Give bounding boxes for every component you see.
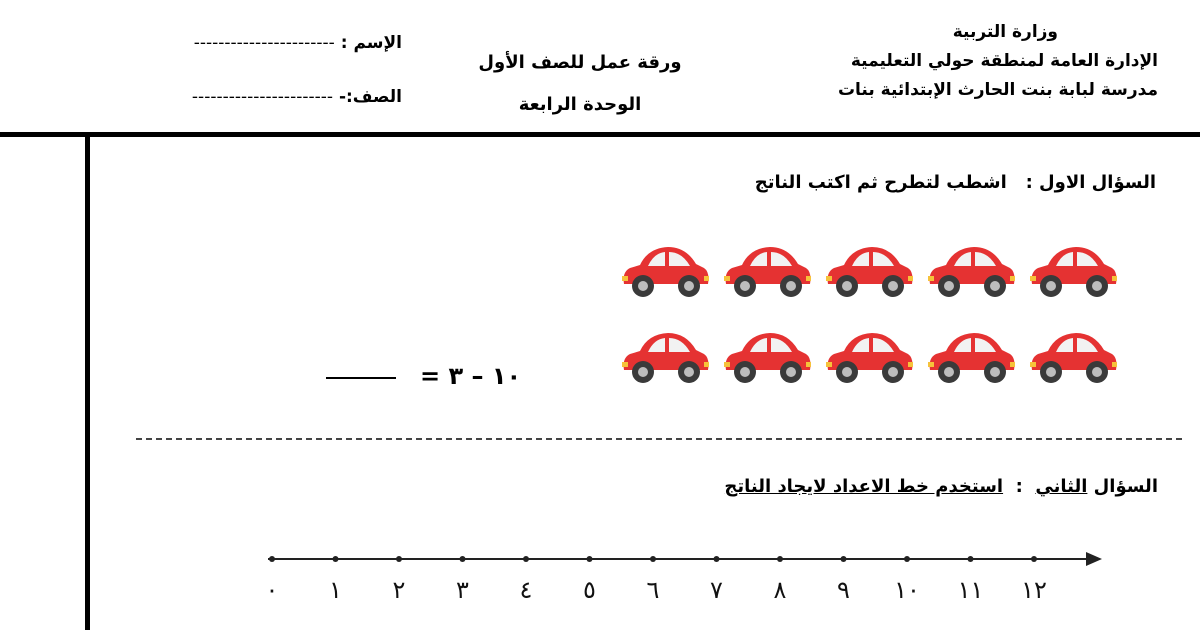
student-info — [22, 28, 402, 136]
subtraction-equation — [320, 360, 540, 400]
name-label: الإسم : — [340, 33, 402, 53]
car-icon[interactable] — [924, 324, 1018, 388]
number-line-tick[interactable] — [650, 556, 656, 562]
number-line-label: ٠ — [265, 576, 279, 604]
class-label: الصف:- — [338, 87, 402, 107]
number-line-tick[interactable] — [841, 556, 847, 562]
number-line-label: ٨ — [773, 576, 787, 604]
number-line-label: ١٢ — [1021, 576, 1047, 604]
cars-group — [618, 238, 1118, 410]
number-line-tick[interactable] — [396, 556, 402, 562]
car-icon[interactable] — [924, 238, 1018, 302]
number-line-label: ١٠ — [894, 576, 920, 604]
number-line-tick[interactable] — [587, 556, 593, 562]
number-line-tick[interactable] — [968, 556, 974, 562]
class-blank[interactable]: ----------------------- — [191, 87, 334, 107]
number-line-tick[interactable] — [1031, 556, 1037, 562]
question-2-colon: : — [1015, 476, 1023, 497]
number-line-label: ٩ — [837, 576, 850, 604]
header-divider — [0, 132, 1200, 137]
number-line-tick[interactable] — [777, 556, 783, 562]
car-icon[interactable] — [822, 238, 916, 302]
equation-expression: ١٠ – ٣ = — [420, 362, 522, 390]
number-line-tick[interactable] — [460, 556, 466, 562]
answer-blank[interactable] — [326, 377, 396, 379]
car-row — [618, 238, 1118, 302]
administration-name: الإدارة العامة لمنطقة حولي التعليمية — [850, 51, 1158, 71]
class-row — [22, 82, 402, 112]
question-2-label-number: الثاني — [1035, 476, 1088, 497]
question-1-prompt — [755, 172, 1156, 193]
number-line-label: ٦ — [646, 576, 660, 604]
name-blank[interactable]: ----------------------- — [193, 33, 335, 53]
number-line-tick[interactable] — [523, 556, 529, 562]
number-line-label: ٣ — [456, 576, 469, 604]
header-school-info — [818, 18, 1158, 105]
car-icon[interactable] — [720, 324, 814, 388]
number-line-label: ١ — [329, 576, 342, 604]
number-line-label: ٥ — [583, 576, 596, 604]
car-icon[interactable] — [822, 324, 916, 388]
car-icon[interactable] — [618, 324, 712, 388]
question-1-text: اشطب لتطرح ثم اكتب الناتج — [754, 172, 1007, 193]
section-separator — [136, 438, 1182, 440]
question-2-label: السؤال — [1093, 476, 1158, 497]
school-name: مدرسة لبابة بنت الحارث الإبتدائية بنات — [837, 80, 1158, 100]
car-icon[interactable] — [618, 238, 712, 302]
number-line-label: ٢ — [392, 576, 406, 604]
margin-line — [85, 137, 90, 630]
worksheet-heading — [440, 42, 720, 126]
car-icon[interactable] — [720, 238, 814, 302]
question-1-label: السؤال الاول : — [1025, 172, 1156, 193]
car-row — [618, 324, 1118, 388]
number-line-label: ٤ — [519, 576, 533, 604]
number-line-label: ١١ — [957, 576, 984, 604]
unit-title: الوحدة الرابعة — [518, 94, 642, 115]
arrow-head-icon — [1086, 552, 1102, 566]
number-line-tick[interactable] — [714, 556, 720, 562]
question-2-text: استخدم خط الاعداد لايجاد الناتج — [724, 476, 1004, 497]
number-line — [260, 548, 1110, 608]
number-line-tick[interactable] — [333, 556, 339, 562]
car-icon[interactable] — [1026, 324, 1120, 388]
question-2-prompt — [724, 476, 1158, 497]
number-line-tick[interactable] — [904, 556, 910, 562]
number-line-tick[interactable] — [269, 556, 275, 562]
number-line-label: ٧ — [710, 576, 723, 604]
car-icon[interactable] — [1026, 238, 1120, 302]
worksheet-title: ورقة عمل للصف الأول — [478, 52, 682, 73]
name-row — [22, 28, 402, 58]
ministry-name: وزارة التربية — [952, 22, 1058, 42]
